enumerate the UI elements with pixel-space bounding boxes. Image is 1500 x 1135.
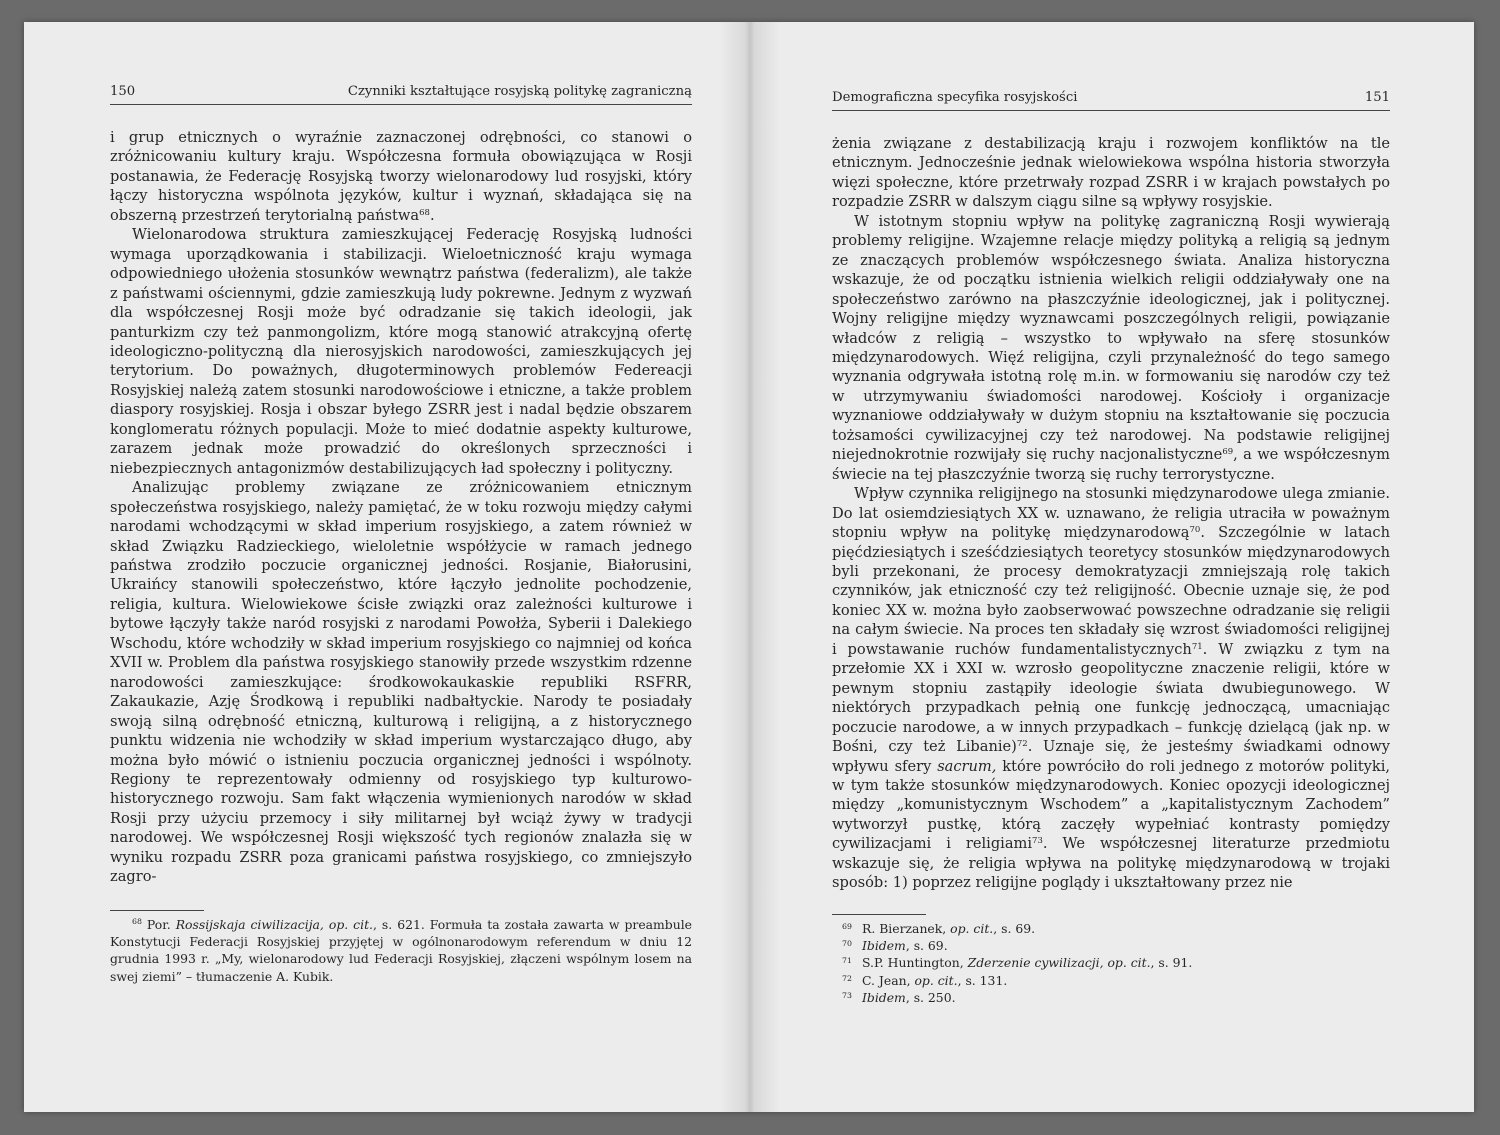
footnote-mark: 68 [132, 917, 142, 926]
footnote [832, 954, 1390, 971]
footnote-ref: 71 [1191, 641, 1203, 652]
running-title: Demograficzna specyfika rosyjskości [832, 90, 1078, 105]
left-page [110, 22, 692, 1112]
paragraph-text: . [429, 206, 435, 224]
footnote-ref: 70 [1189, 525, 1201, 536]
footnote-mark: 72 [842, 973, 852, 983]
paragraph [110, 128, 692, 225]
footnote-text: Por. [141, 917, 176, 932]
footnote-text: , s. 131. [957, 972, 1008, 988]
paragraph-text: Analizując problemy związane ze zróżnicowaniem etnicznym społeczeństwa rosyjskiego, należy pamiętać, że w toku rozwoju między całymi narodami wchodzącymi w skład imperium rosyjskiego, a zatem również w skład Związku Radzieckiego, wieloletnie współżycie w ramach jednego państwa zrodziło poczucie organicznej jedności. Rosjanie, Białorusini, Ukraińcy stanowili społeczeństwo, które łączyło jednolite pochodzenie, religia, kultura. Wielowiekowe ścisłe związki oraz zależności kulturowe i bytowe łączyły także naród rosyjski z narodami Powołża, Syberii i Dalekiego Wschodu, które wchodziły w skład imperium rosyjskiego co najmniej od końca XVII w. Problem dla państwa rosyjskiego stanowiły przede wszystkim rdzenne narodowości zamieszkujące: środkowokaukaskie republiki RSFRR, Zakaukazie, Azję Środkową i republiki nadbałtyckie. Narody te posiadały swoją silną odrębność etniczną, kulturową i religijną, a z historycznego punktu widzenia nie wchodziły w skład imperium wystarczająco długo, aby można było mówić o istnieniu poczucia organicznej jedności i wspólnoty. Regiony te reprezentowały odmienny od rosyjskiego typ kulturowo-historycznego rozwoju. Sam fakt włączenia wymienionych narodów w skład Rosji przy użyciu przemocy i siły militarnej był wciąż żywy w tradycji narodowej. We współczesnej Rosji większość tych regionów znalazła się w wyniku rozpadu ZSRR poza granicami państwa rosyjskiego, co zmniejszyło zagro- [110, 479, 692, 886]
paragraph-text: żenia związane z destabilizacją kraju i rozwojem konfliktów na tle etnicznym. Jednocześnie jednak wielowiekowa wspólna historia stworzyła więzi społeczne, które przetrwały rozpad ZSRR i w krajach powstałych po rozpadzie ZSRR w dalszym ciągu silne są wpływy rosyjskie. [832, 135, 1390, 211]
footnote-mark: 73 [842, 990, 852, 1000]
right-footnotes [832, 920, 1390, 1006]
footnote-source-title: Ibidem [862, 989, 906, 1005]
footnote-source-title: Rossijskaja ciwilizacija, op. cit. [175, 917, 373, 932]
paragraph-text: . We współczesnej literaturze przedmiotu wskazuje się, że religia wpływa na politykę międzynarodową w trojaki sposób: 1) poprzez religijne poglądy i ukształtowany przez nie [832, 835, 1390, 892]
footnote-separator [110, 910, 204, 911]
footnote [110, 916, 692, 985]
paragraph [110, 225, 692, 478]
book-gutter [720, 22, 780, 1112]
paragraph-text: W istotnym stopniu wpływ na politykę zagraniczną Rosji wywierają problemy religijne. Wzajemne relacje między polityką a religią są jednym ze znaczących problemów współczesnego świata. Analiza historyczna wskazuje, że od początku istnienia wielkich religii oddziaływały one na społeczeństwo zarówno na płaszczyźnie ideologicznej, jak i politycznej. Wojny religijne między wyznawcami poszczególnych religii, powiązanie władców z religią – wszystko to wpływało na sferę stosunków międzynarodowych. Więź religijna, czyli przynależność do tego samego wyznania odgrywała istotną rolę m.in. w formowaniu się narodów czy też w utrzymywaniu świadomości narodowej. Kościoły i organizacje wyznaniowe oddziaływały w dużym stopniu na kształtowanie się poczucia tożsamości cywilizacyjnej czy też narodowej. Na podstawie religijnej niejednokrotnie rozwijały się ruchy nacjonalistyczne [832, 212, 1390, 464]
footnote-separator [832, 914, 926, 915]
left-body-text [110, 128, 692, 887]
footnote-text: S.P. Huntington, [862, 955, 968, 971]
footnote [832, 989, 1390, 1006]
paragraph-text: . Uznaje się, że jesteśmy świadkami odnowy wpływu sfery [832, 738, 1390, 775]
paragraph-text: które powróciło do roli jednego z motorów polityki, w tym także stosunków międzynarodowych. Koniec opozycji ideologicznej między „komunistycznym Wschodem” a „kapitalistycznym Zachodem” wytworzył pustkę, którą zaczęły wypełniać kontrasty pomiędzy cywilizacjami i religiami [832, 757, 1390, 853]
paragraph-text: Wpływ czynnika religijnego na stosunki międzynarodowe ulega zmianie. Do lat osiemdziesiątych XX w. uznawano, że religia utraciła w poważnym stopniu wpływ na politykę międzynarodową [832, 485, 1390, 542]
footnote-text: R. Bierzanek, [862, 921, 951, 936]
footnote-mark: 69 [842, 922, 852, 931]
left-footnotes [110, 916, 692, 985]
footnote-mark: 70 [842, 939, 852, 949]
italic-term: sacrum, [937, 757, 997, 775]
paragraph-text: . Szczególnie w latach pięćdziesiątych i sześćdziesiątych teoretycy stosunków międzynarodowych byli przekonani, że procesy demokratyzacji zmniejszają rolę takich czynników, jak etniczność czy też religijność. Obecnie uznaje się, że pod koniec XX w. można było zaobserwować powszechne odradzanie się religii na całym świecie. Na proces ten składały się wzrost świadomości religijnej i powstawanie ruchów fundamentalistycznych [832, 524, 1390, 658]
footnote-ref: 68 [419, 207, 430, 218]
right-page [832, 22, 1390, 1112]
footnote-source-title: Zderzenie cywilizacji, op. cit. [967, 955, 1151, 971]
footnote [832, 920, 1390, 937]
paragraph [832, 484, 1390, 893]
footnote-text: , s. 69. [993, 921, 1036, 936]
paragraph-text: Wielonarodowa struktura zamieszkującej Federację Rosyjską ludności wymaga uporządkowania i stabilizacji. Wieloetniczność kraju wymaga odpowiedniego ułożenia stosunków wewnątrz państwa (federalizm), ale także z państwami ościennymi, gdzie zamieszkują ludy pokrewne. Jednym z wyzwań dla współczesnej Rosji może być odradzanie się takich ideologii, jak panturkizm czy też panmongolizm, które mogą stanowić atrakcyjną ofertę ideologiczno-polityczną dla nierosyjskich narodowości, zamieszkujących jej terytorium. Do poważnych, długoterminowych problemów Federeacji Rosyjskiej należą zatem stosunki narodowościowe i etniczne, a także problem diaspory rosyjskiej. Rosja i obszar byłego ZSRR jest i nadal będzie obszarem konglomeratu różnych populacji. Może to mieć dodatnie aspekty kulturowe, zarazem jednak może prowadzić do określonych sprzeczności i niebezpiecznych antagonizmów destabilizujących ład społeczny i polityczny. [110, 226, 692, 477]
page-number: 150 [110, 84, 136, 99]
paragraph [110, 478, 692, 887]
right-running-head [832, 88, 1390, 111]
footnote-mark: 71 [842, 956, 852, 966]
page-number: 151 [1364, 90, 1390, 105]
left-running-head [110, 82, 692, 105]
running-title: Czynniki kształtujące rosyjską politykę zagraniczną [347, 84, 692, 99]
paragraph [832, 134, 1390, 212]
book-spread [24, 22, 1474, 1112]
footnote-source-title: Ibidem [862, 938, 906, 954]
footnote-ref: 73 [1032, 836, 1043, 847]
footnote-ref: 72 [1016, 739, 1028, 750]
footnote [832, 972, 1390, 989]
footnote-text: , s. 91. [1150, 955, 1193, 971]
paragraph [832, 212, 1390, 484]
footnote-source-title: op. cit. [950, 921, 994, 936]
footnote-text: , s. 250. [905, 989, 956, 1005]
footnote [832, 937, 1390, 954]
footnote-text: , s. 69. [905, 938, 948, 954]
paragraph-text: . W związku z tym na przełomie XX i XXI w. wzrosło geopolityczne znaczenie religii, które w pewnym stopniu zastąpiły ideologie świata dwubiegunowego. W niektórych przypadkach pełnią one funkcję jednoczącą, umacniając poczucie narodowe, a w innych przypadkach – funkcję dzielącą (jak np. w Bośni, czy też Libanie) [832, 640, 1390, 756]
footnote-source-title: op. cit. [914, 972, 958, 988]
footnote-text: C. Jean, [862, 972, 915, 988]
right-body-text [832, 134, 1390, 893]
footnote-text: , s. 621. Formuła ta została zawarta w preambule Konstytucji Federacji Rosyjskiej przyjętej w ogólnonarodowym referendum w dniu 12 grudnia 1993 r. „My, wielonarodowy lud Federacji Rosyjskiej, złączeni wspólnym losem na swej ziemi” – tłumaczenie A. Kubik. [110, 917, 692, 984]
paragraph-text: , a we współczesnym świecie na tej płaszczyźnie tworzą się ruchy terrorystyczne. [832, 446, 1390, 483]
paragraph-text: i grup etnicznych o wyraźnie zaznaczonej odrębności, co stanowi o zróżnicowaniu kultury kraju. Współczesna formuła obowiązująca w Rosji postanawia, że Federację Rosyjską tworzy wielonarodowy lud rosyjski, który łączy historyczna wspólnota języków, kultur i wyznań, składająca się na obszerną przestrzeń terytorialną państwa [110, 129, 692, 224]
footnote-ref: 69 [1222, 447, 1234, 458]
